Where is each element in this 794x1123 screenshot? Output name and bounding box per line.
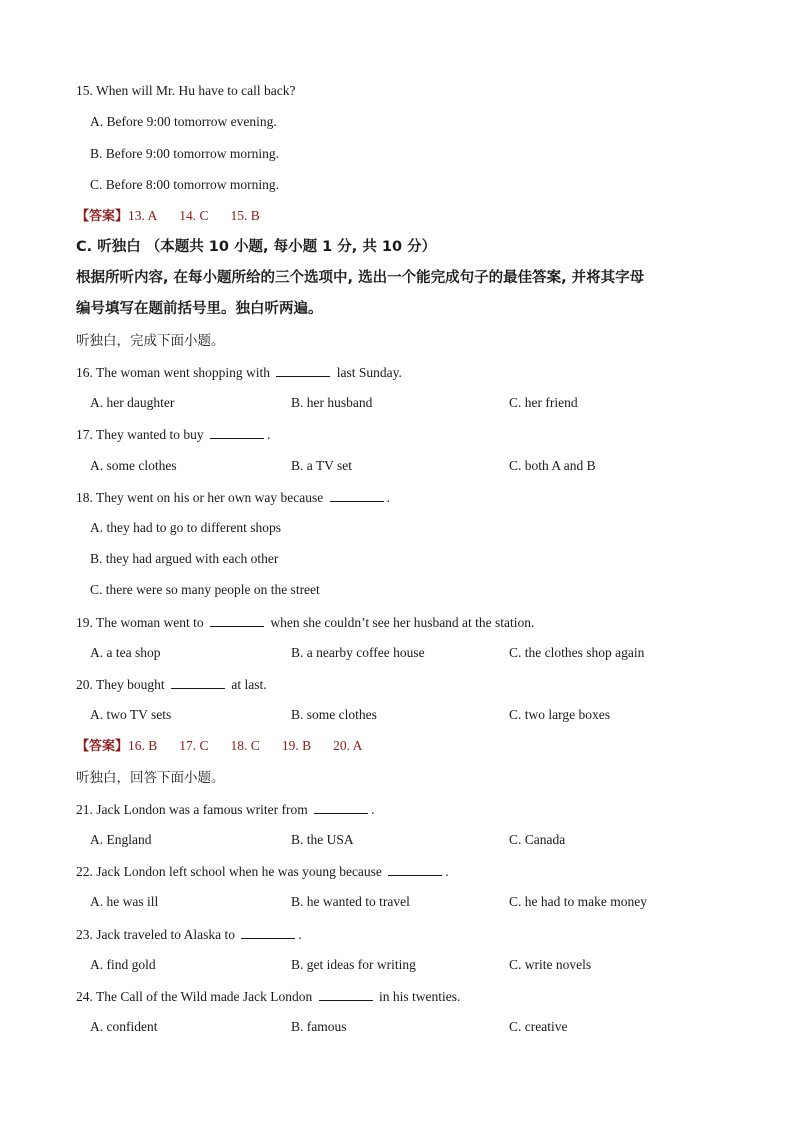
question-15-stem: 15. When will Mr. Hu have to call back? [76, 83, 296, 98]
question-20-stem [76, 673, 267, 695]
question-22-stem [76, 860, 449, 882]
question-22-options [90, 891, 750, 913]
section-c-instruction-2: 编号填写在题前括号里。独白听两遍。 [76, 301, 323, 317]
question-21-text: 21. Jack London was a famous writer from [76, 802, 308, 817]
question-22-text: 22. Jack London left school when he was young because [76, 864, 382, 879]
question-17-stem [76, 423, 270, 445]
answer-label: 【答案】 [76, 209, 129, 224]
question-16-text-end: last Sunday. [336, 365, 402, 380]
answer-item: 16. B [128, 738, 158, 753]
question-17-option-b: B. a TV set [291, 458, 353, 473]
question-16-option-c: C. her friend [509, 395, 578, 410]
question-20-option-a: A. two TV sets [90, 707, 172, 722]
question-22-option-c: C. he had to make money [509, 894, 647, 909]
question-17-text-end: . [266, 427, 271, 442]
question-19-stem [76, 611, 534, 633]
question-24-stem [76, 985, 460, 1007]
question-21-option-b: B. the USA [291, 832, 354, 847]
question-22-option-b: B. he wanted to travel [291, 894, 410, 909]
question-24-text-end: in his twenties. [379, 989, 461, 1004]
question-16-option-b: B. her husband [291, 395, 373, 410]
answer-item: 15. B [230, 208, 260, 223]
question-18-stem [76, 486, 390, 508]
question-22-text-end: . [445, 864, 449, 879]
answer-item: 14. C [179, 208, 209, 223]
question-20-text: 20. They bought [76, 677, 165, 692]
question-20-option-c: C. two large boxes [509, 707, 610, 722]
question-18-option-a: A. they had to go to different shops [90, 520, 281, 535]
question-21-stem [76, 798, 374, 820]
question-23-option-b: B. get ideas for writing [291, 957, 416, 972]
question-24-option-a: A. confident [90, 1019, 158, 1034]
question-23-options [90, 954, 750, 976]
question-24-option-b: B. famous [291, 1019, 347, 1034]
question-24-option-c: C. creative [509, 1019, 568, 1034]
question-23-stem [76, 923, 302, 945]
question-22-option-a: A. he was ill [90, 894, 159, 909]
question-19-option-b: B. a nearby coffee house [291, 645, 425, 660]
answer-blank [241, 923, 295, 939]
question-19-text-end: when she couldn’t see her husband at the station. [270, 615, 535, 630]
answer-item: 13. A [128, 208, 158, 223]
part-1-intro: 听独白，完成下面小题。 [76, 333, 225, 349]
question-21-option-c: C. Canada [509, 832, 566, 847]
question-17-option-c: C. both A and B [509, 458, 596, 473]
part-2-intro: 听独白，回答下面小题。 [76, 770, 225, 786]
question-21-options [90, 829, 750, 851]
question-18-text: 18. They went on his or her own way because [76, 490, 324, 505]
answer-item: 17. C [179, 738, 209, 753]
answer-item: 19. B [281, 738, 312, 753]
question-18-text-end: . [386, 490, 390, 505]
question-17-options [90, 455, 750, 477]
answer-blank [330, 486, 384, 502]
answer-blank [210, 423, 264, 439]
question-16-options [90, 392, 750, 414]
question-16-text: 16. The woman went shopping with [76, 365, 270, 380]
section-c-title: C. 听独白 （本题共 10 小题, 每小题 1 分, 共 10 分） [76, 239, 437, 255]
question-24-options [90, 1016, 750, 1038]
question-17-option-a: A. some clothes [90, 458, 177, 473]
answer-blank [171, 673, 225, 689]
answer-blank [319, 985, 373, 1001]
answer-blank [210, 611, 264, 627]
question-19-option-a: A. a tea shop [90, 645, 161, 660]
question-23-text: 23. Jack traveled to Alaska to [76, 927, 235, 942]
answer-blank [276, 361, 330, 377]
question-18-option-c: C. there were so many people on the street [90, 582, 320, 597]
question-21-text-end: . [371, 802, 375, 817]
question-23-option-a: A. find gold [90, 957, 156, 972]
question-15-option-a: A. Before 9:00 tomorrow evening. [90, 114, 277, 129]
question-21-option-a: A. England [90, 832, 152, 847]
question-19-option-c: C. the clothes shop again [509, 645, 645, 660]
question-20-option-b: B. some clothes [291, 707, 377, 722]
question-19-options [90, 642, 750, 664]
question-16-stem [76, 361, 402, 383]
answer-item: 20. A [333, 738, 363, 753]
answer-label: 【答案】 [76, 739, 129, 754]
question-19-text: 19. The woman went to [76, 615, 204, 630]
answer-key-16-20 [76, 735, 384, 757]
question-18-option-b: B. they had argued with each other [90, 551, 279, 566]
question-23-text-end: . [298, 927, 302, 942]
question-17-text: 17. They wanted to buy [76, 427, 204, 442]
question-23-option-c: C. write novels [509, 957, 592, 972]
section-c-instruction-1: 根据所听内容, 在每小题所给的三个选项中, 选出一个能完成句子的最佳答案, 并将其字母 [76, 270, 645, 286]
question-15-option-b: B. Before 9:00 tomorrow morning. [90, 146, 279, 161]
question-16-option-a: A. her daughter [90, 395, 175, 410]
question-24-text: 24. The Call of the Wild made Jack London [76, 989, 313, 1004]
answer-key-13-15 [76, 205, 282, 227]
answer-blank [388, 860, 442, 876]
answer-blank [314, 798, 368, 814]
question-20-options [90, 704, 750, 726]
question-15-option-c: C. Before 8:00 tomorrow morning. [90, 177, 279, 192]
answer-item: 18. C [230, 738, 260, 753]
question-20-text-end: at last. [231, 677, 267, 692]
